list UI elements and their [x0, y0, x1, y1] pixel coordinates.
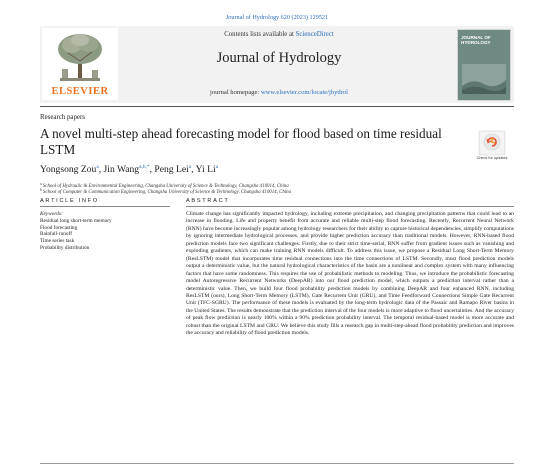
abstract-heading: ABSTRACT: [186, 198, 230, 204]
check-for-updates-icon[interactable]: [478, 130, 506, 156]
homepage-link[interactable]: www.elsevier.com/locate/jhydrol: [260, 89, 348, 96]
elsevier-wordmark: ELSEVIER: [51, 86, 109, 97]
author-name[interactable]: Jin Wang: [103, 164, 140, 175]
abstract-text: Climate change has significantly impacted hydrology, including extreme precipitation, and changing precipitation patterns that could lead to an increase in flooding. Life and property benefit from accurate and reliable multi-step flood forecasting. Recently, Recurrent Neural Network (RNN) have become increasingly popular among hydrology researchers for their ability to capture historical dependencies, simplify computations by ignoring intermediate hydrological processes, and provide higher prediction accuracy than traditional models. However, RNN-based flood prediction models face two significant challenges. Firstly, due to their strict time-serial, RNN suffer from gradient issues such as vanishing and exploding gradients, which can make training RNN models difficult. To address this issue, we propose a Residual Long Short-Term Memory (ResLSTM) model that incorporates time residual connections into the time connections of LSTM. Secondly, most flood prediction models output a deterministic value, but the natural hydrological characteristics of the basin are a nonlinear and complex system with many influencing factors that have some randomness. This requires the use of probabilistic methods to modeling. Thus, we introduce the probabilistic forecasting model Autoregressive Recurrent Networks (DeepAR) into our flood prediction model, which outputs a prediction interval rather than a deterministic value. Then, we build four flood probability prediction models by combining DeepAR and four enhanced RNN, including ResLSTM (ours), Long Short-Term Memory (LSTM), Gate Recurrent Unit (GRU), and Time Feedforward Connections Simple Gate Recurrent Unit (TFC-SGRU). The performance of these models is evaluated by the long-term hydrologic data of the Passaic and Ramapo River basins in the United States. The results demonstrate that the prediction interval of the four models is more adaptive to flood uncertainties. And the accuracy of peak flow prediction is nearly 100% within a 90% prediction probability interval. The temporal residual-based model is more accurate and robust than the original LSTM and GRU. We believe this study fills a research gap in multi-step-ahead flood probability prediction and improves the accuracy and reliability of flood prediction models.: [186, 211, 514, 337]
keyword: Time series task: [40, 238, 75, 245]
keywords-label: Keywords:: [40, 211, 63, 217]
affiliation-marker: b: [40, 188, 42, 192]
keywords-list: [40, 218, 170, 252]
contents-prefix: Contents lists available at: [224, 31, 296, 38]
journal-title: Journal of Hydrology: [216, 50, 342, 66]
author-name[interactable]: Yi Li: [195, 164, 216, 175]
header-rule: [40, 106, 514, 107]
section-type: Research papers: [40, 114, 85, 121]
affiliation-text: School of Computer & Communication Engineering, Changsha University of Science & Technology, Changsha 410014, China: [43, 190, 292, 195]
author-name[interactable]: Yongsong Zou: [40, 164, 97, 175]
journal-cover-image: [457, 29, 511, 101]
paper-title: A novel multi-step ahead forecasting model for flood based on time residual LSTM: [40, 126, 442, 157]
author-affiliation-marker: a: [96, 164, 99, 170]
contents-available: [120, 31, 438, 38]
keyword: Flood forecasting: [40, 224, 78, 231]
journal-citation[interactable]: Journal of Hydrology 620 (2023) 129521: [225, 14, 329, 21]
affiliation: [40, 188, 291, 195]
check-for-updates-label[interactable]: Check for updates: [476, 156, 508, 160]
keyword: Probability distribution: [40, 244, 90, 251]
author-affiliation-marker: a,b,*: [139, 164, 150, 170]
homepage-prefix: journal homepage:: [209, 89, 261, 96]
abstract-rule: [186, 206, 514, 207]
affiliation-text: School of Hydraulic & Environmental Engineering, Changsha University of Science & Technology, Changsha 410014, China: [42, 184, 289, 189]
elsevier-tree-icon: [52, 31, 108, 83]
cover-artwork: [462, 64, 506, 94]
keyword: Rainfall-runoff: [40, 231, 72, 238]
sciencedirect-link[interactable]: ScienceDirect: [295, 31, 334, 38]
author-list: Yongsong Zou$^a$, Jin Wang$^{a,b,*}$, Peng Lei$^a$, Yi Li$^a$: [40, 164, 219, 175]
article-info-heading: ARTICLE INFO: [40, 198, 99, 204]
article-info-rule: [40, 206, 170, 207]
author-affiliation-marker: a: [188, 164, 192, 170]
journal-homepage: [120, 89, 438, 96]
cover-title: JOURNAL OF HYDROLOGY: [461, 35, 491, 46]
affiliation-marker: a: [40, 182, 42, 186]
author-name[interactable]: Peng Lei: [154, 164, 189, 175]
keyword: Residual long short-term memory: [40, 218, 112, 224]
footer-rule: [40, 463, 514, 464]
author-affiliation-marker: a: [215, 164, 219, 170]
